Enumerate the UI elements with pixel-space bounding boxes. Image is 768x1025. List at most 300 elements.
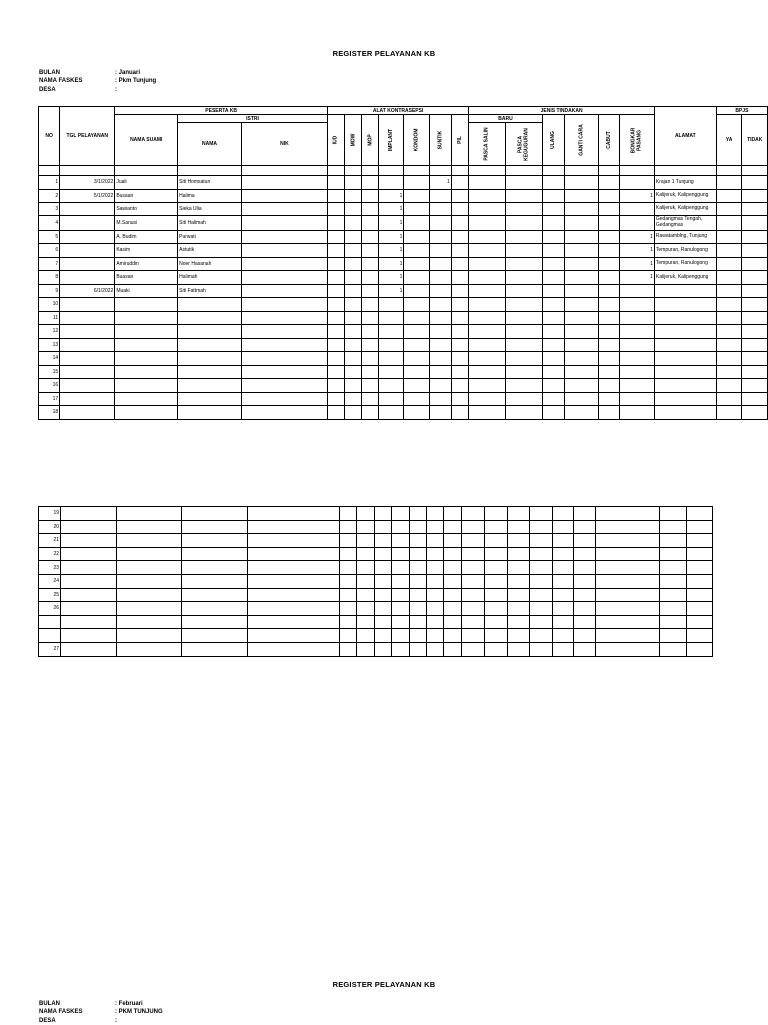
cell-bongkar: 1 [619, 244, 654, 258]
cell-pil [451, 176, 468, 190]
cell-cabut [598, 392, 619, 406]
cell-pil [444, 561, 462, 575]
cell-pasca-salin [469, 365, 505, 379]
cell-ulang [542, 176, 564, 190]
cell-iud [327, 325, 344, 339]
cell-bongkar [619, 379, 654, 393]
cell-tgl [60, 406, 115, 420]
cell-tidak [687, 561, 713, 575]
cell-iud [327, 298, 344, 312]
cell-pil [451, 284, 468, 298]
cell-ganti-cara [564, 215, 598, 230]
cell-nama-istri: Halima [178, 189, 242, 202]
cell-pasca-keguguran [485, 602, 508, 616]
cell-pasca-salin [469, 257, 505, 271]
cell-ya [716, 325, 742, 339]
header-implant-label: IMPLANT [388, 128, 395, 152]
cell-pil [451, 202, 468, 215]
cell-alamat: Kalijeruk, Kalipenggung [654, 189, 716, 202]
cell-ulang [542, 338, 564, 352]
cell-kondom [404, 365, 430, 379]
cell-nik [248, 588, 340, 602]
cell-cabut [598, 257, 619, 271]
cell-iud [327, 392, 344, 406]
table-row [39, 507, 713, 521]
cell-ganti-cara [530, 629, 553, 643]
cell-ya [716, 257, 742, 271]
cell-nik [248, 561, 340, 575]
cell-ganti-cara [564, 202, 598, 215]
cell-tgl [60, 325, 115, 339]
cell-suntik [430, 230, 452, 244]
cell-ya [660, 642, 687, 656]
cell-mop [362, 271, 379, 285]
cell-ulang [542, 202, 564, 215]
cell-pasca-salin [469, 189, 505, 202]
cell-kondom [410, 629, 427, 643]
cell-pasca-salin [469, 244, 505, 258]
cell-mow [357, 507, 375, 521]
cell-tgl [60, 298, 115, 312]
header-pil [451, 115, 468, 166]
table-row [39, 588, 713, 602]
cell-pasca-salin [462, 629, 485, 643]
cell-pasca-salin [462, 615, 485, 629]
cell-alamat [596, 629, 660, 643]
cell-implant [392, 588, 410, 602]
page2-meta-block [39, 1000, 163, 1025]
cell-mow [344, 379, 362, 393]
cell-ya [660, 574, 687, 588]
cell-cabut [598, 365, 619, 379]
cell-tidak [742, 230, 768, 244]
header-tgl: TGL PELAYANAN [60, 107, 115, 166]
cell-pasca-keguguran [485, 574, 508, 588]
cell-pasca-keguguran [505, 189, 542, 202]
cell-ganti-cara [530, 615, 553, 629]
cell-mop [362, 257, 379, 271]
cell-pasca-salin [462, 561, 485, 575]
cell-mop [375, 547, 392, 561]
cell-bongkar [574, 520, 596, 534]
table-row [39, 379, 768, 393]
cell-bongkar [619, 176, 654, 190]
cell-ya [660, 520, 687, 534]
cell-tgl [60, 202, 115, 215]
header-peserta: PESERTA KB [115, 107, 328, 115]
cell-nama-suami [115, 325, 178, 339]
cell-kondom [404, 176, 430, 190]
cell-implant [392, 629, 410, 643]
cell-kondom [404, 215, 430, 230]
cell-cabut [598, 189, 619, 202]
header-nik: NIK [241, 123, 327, 166]
cell-no: 6 [39, 244, 60, 258]
cell-mop [375, 574, 392, 588]
header-pil-label: PIL [457, 136, 464, 144]
cell-kondom [404, 311, 430, 325]
cell-nama-istri: Noer Hasanah [178, 257, 242, 271]
cell-iud [340, 547, 357, 561]
page2-title: REGISTER PELAYANAN KB [332, 980, 436, 989]
cell-implant [392, 561, 410, 575]
cell-pasca-salin [462, 588, 485, 602]
cell-pasca-keguguran [485, 534, 508, 548]
cell-pasca-salin [469, 298, 505, 312]
cell-ya [716, 176, 742, 190]
cell-suntik [427, 629, 444, 643]
cell-alamat [654, 298, 716, 312]
cell-nik [241, 325, 327, 339]
cell-nik [241, 257, 327, 271]
cell-tidak [742, 271, 768, 285]
cell-ganti-cara [530, 534, 553, 548]
cell-ganti-cara [530, 507, 553, 521]
cell-suntik [427, 602, 444, 616]
cell-pasca-salin [462, 602, 485, 616]
cell-bongkar [574, 507, 596, 521]
cell-tgl [61, 642, 117, 656]
table-row [39, 352, 768, 366]
cell-nik [248, 629, 340, 643]
cell-mow [357, 588, 375, 602]
cell-mow [357, 520, 375, 534]
header-mow [344, 115, 362, 166]
cell-nik [248, 574, 340, 588]
cell-kondom [404, 298, 430, 312]
cell-tgl [60, 392, 115, 406]
cell-nama-istri: Halimah [178, 271, 242, 285]
cell-implant: 1 [379, 189, 404, 202]
cell-suntik [427, 615, 444, 629]
cell-implant [392, 507, 410, 521]
cell-nik [241, 406, 327, 420]
cell-implant [379, 176, 404, 190]
cell-mop [362, 244, 379, 258]
cell-nama-suami [117, 561, 182, 575]
cell-pasca-keguguran [505, 284, 542, 298]
meta-value: : Februari [115, 1001, 143, 1007]
cell-nik [241, 215, 327, 230]
cell-pil [451, 392, 468, 406]
cell-pasca-keguguran [505, 325, 542, 339]
cell-pasca-keguguran [485, 507, 508, 521]
cell-tgl [60, 311, 115, 325]
cell-iud [327, 202, 344, 215]
cell-tidak [742, 338, 768, 352]
cell-bongkar [574, 602, 596, 616]
cell-implant [379, 311, 404, 325]
cell-bongkar [574, 547, 596, 561]
cell-cabut [598, 311, 619, 325]
cell-nik [241, 392, 327, 406]
cell-no: 22 [39, 547, 61, 561]
cell-tidak [742, 406, 768, 420]
cell-ulang [508, 520, 530, 534]
cell-ganti-cara [564, 352, 598, 366]
cell-tidak [687, 507, 713, 521]
cell-pil [444, 507, 462, 521]
cell-alamat: Krajan 1 Tunjung [654, 176, 716, 190]
cell-nik [248, 534, 340, 548]
cell-ganti-cara [564, 379, 598, 393]
cell-ganti-cara [530, 574, 553, 588]
cell-nama-istri: Siti Homsatun [178, 176, 242, 190]
cell-pasca-keguguran [485, 629, 508, 643]
cell-ganti-cara [564, 298, 598, 312]
cell-pasca-keguguran [505, 379, 542, 393]
cell-implant [379, 379, 404, 393]
cell-alamat [596, 602, 660, 616]
cell-tgl [60, 365, 115, 379]
cell-nama-suami: Muaki [115, 284, 178, 298]
cell-nama-suami [115, 311, 178, 325]
cell-suntik [427, 534, 444, 548]
cell-cabut [598, 406, 619, 420]
cell-pasca-salin [469, 379, 505, 393]
cell-pil [451, 298, 468, 312]
cell-iud [327, 230, 344, 244]
cell-mow [344, 202, 362, 215]
cell-pasca-keguguran [485, 520, 508, 534]
cell-no: 14 [39, 352, 60, 366]
cell-pasca-keguguran [505, 202, 542, 215]
meta-row-faskes [39, 77, 156, 85]
cell-mow [344, 365, 362, 379]
cell-bongkar [619, 202, 654, 215]
cell-nama-istri [182, 602, 248, 616]
cell-bongkar [619, 352, 654, 366]
cell-tgl [60, 338, 115, 352]
meta-label: NAMA FASKES [39, 78, 83, 85]
cell-kondom [410, 507, 427, 521]
cell-cabut [553, 561, 574, 575]
cell-pil [451, 365, 468, 379]
cell-bongkar [619, 298, 654, 312]
cell-pasca-keguguran [485, 588, 508, 602]
cell-alamat: Gedangmas Tengah, Gedangmas [654, 215, 716, 230]
cell-nama-suami [117, 629, 182, 643]
cell-pil [444, 547, 462, 561]
cell-mow [344, 352, 362, 366]
cell-implant: 1 [379, 271, 404, 285]
cell-tidak [742, 215, 768, 230]
cell-alamat [596, 642, 660, 656]
cell-mop [375, 642, 392, 656]
cell-mow [344, 244, 362, 258]
cell-nama-istri [182, 547, 248, 561]
cell-no: 11 [39, 311, 60, 325]
cell-suntik [430, 189, 452, 202]
cell-tgl [61, 629, 117, 643]
cell-tgl [61, 534, 117, 548]
cell-alamat [654, 284, 716, 298]
cell-kondom [404, 406, 430, 420]
cell-iud [340, 534, 357, 548]
header-cabut [598, 115, 619, 166]
cell-tgl: 3/1/2022 [60, 176, 115, 190]
cell-alamat [654, 338, 716, 352]
cell-kondom [404, 230, 430, 244]
cell-ya [716, 202, 742, 215]
cell-mow [344, 392, 362, 406]
cell-ya [660, 547, 687, 561]
cell-nama-suami [117, 534, 182, 548]
cell-ganti-cara [530, 588, 553, 602]
meta-label: DESA [39, 1017, 56, 1024]
cell-nama-istri [182, 507, 248, 521]
cell-mow [344, 189, 362, 202]
cell-alamat [596, 520, 660, 534]
cell-ganti-cara [564, 189, 598, 202]
cell-bongkar [574, 561, 596, 575]
cell-iud [327, 257, 344, 271]
cell-tgl [60, 271, 115, 285]
cell-nik [248, 642, 340, 656]
cell-pasca-keguguran [505, 244, 542, 258]
cell-mop [362, 230, 379, 244]
cell-ya [660, 534, 687, 548]
cell-ganti-cara [564, 406, 598, 420]
cell-tgl [61, 507, 117, 521]
cell-cabut [598, 379, 619, 393]
cell-mop [362, 406, 379, 420]
cell-iud [340, 574, 357, 588]
header-pasca-salin-label: PASCA SALIN [483, 127, 490, 161]
cell-pasca-keguguran [505, 271, 542, 285]
cell-iud [327, 379, 344, 393]
cell-ulang [542, 325, 564, 339]
cell-tidak [687, 588, 713, 602]
cell-pil [451, 311, 468, 325]
cell-tidak [742, 392, 768, 406]
cell-ganti-cara [564, 311, 598, 325]
cell-iud [340, 520, 357, 534]
cell-no: 10 [39, 298, 60, 312]
cell-pasca-keguguran [505, 365, 542, 379]
cell-no [39, 629, 61, 643]
meta-value: : [115, 86, 117, 93]
cell-no: 8 [39, 271, 60, 285]
cell-alamat: Rawatamblng, Tunjung [654, 230, 716, 244]
cell-ya [660, 615, 687, 629]
cell-ganti-cara [530, 602, 553, 616]
cell-mop [375, 561, 392, 575]
cell-nama-istri [182, 561, 248, 575]
cell-iud [340, 507, 357, 521]
cell-pasca-salin [469, 271, 505, 285]
cell-pasca-keguguran [505, 257, 542, 271]
cell-no: 1 [39, 176, 60, 190]
meta-row-desa [39, 86, 156, 94]
cell-implant [379, 365, 404, 379]
meta-value: : [115, 1017, 117, 1024]
cell-alamat: Kalijeruk, Kalipenggung [654, 202, 716, 215]
cell-iud [327, 365, 344, 379]
header-mow-label: MOW [349, 133, 356, 147]
cell-nik [241, 176, 327, 190]
cell-alamat [596, 547, 660, 561]
cell-no: 3 [39, 202, 60, 215]
cell-iud [340, 615, 357, 629]
table-row [39, 602, 713, 616]
cell-tidak [687, 629, 713, 643]
cell-nama-suami [115, 338, 178, 352]
cell-no: 27 [39, 642, 61, 656]
cell-suntik [427, 520, 444, 534]
cell-nama-istri: Sieka Ulia [178, 202, 242, 215]
cell-nama-istri [178, 365, 242, 379]
cell-ya [716, 392, 742, 406]
cell-ganti-cara [564, 176, 598, 190]
cell-implant: 1 [379, 284, 404, 298]
cell-suntik [430, 311, 452, 325]
table-row [39, 271, 768, 285]
cell-ya [716, 311, 742, 325]
cell-pil [451, 338, 468, 352]
header-kondom-label: KONDOM [413, 128, 420, 152]
header-jenis: JENIS TINDAKAN [469, 107, 655, 115]
cell-iud [327, 406, 344, 420]
cell-ya [716, 352, 742, 366]
cell-mop [362, 215, 379, 230]
table-row [39, 547, 713, 561]
cell-mop [362, 298, 379, 312]
table-row [39, 534, 713, 548]
cell-kondom [404, 325, 430, 339]
cell-pasca-salin [462, 574, 485, 588]
cell-tidak [687, 520, 713, 534]
cell-mow [344, 257, 362, 271]
cell-bongkar: 1 [619, 271, 654, 285]
cell-no: 20 [39, 520, 61, 534]
cell-nama-istri: Siti Halimah [178, 215, 242, 230]
cell-no: 13 [39, 338, 60, 352]
cell-ulang [542, 298, 564, 312]
cell-bongkar [619, 325, 654, 339]
cell-pil [451, 244, 468, 258]
cell-pasca-salin [462, 642, 485, 656]
cell-nik [241, 202, 327, 215]
header-pasca-keguguran [505, 123, 542, 166]
cell-tidak [742, 325, 768, 339]
cell-no: 18 [39, 406, 60, 420]
cell-bongkar [619, 365, 654, 379]
table-row [39, 642, 713, 656]
header-bongkar-label: BONGKAR PASANG [630, 127, 642, 153]
cell-ganti-cara [564, 244, 598, 258]
header-ulang [542, 115, 564, 166]
meta-label: BULAN [39, 70, 60, 76]
cell-ulang [542, 189, 564, 202]
table-row [39, 189, 768, 202]
cell-ulang [508, 507, 530, 521]
cell-pasca-keguguran [485, 642, 508, 656]
cell-ganti-cara [564, 271, 598, 285]
cell-mop [362, 352, 379, 366]
cell-ulang [508, 642, 530, 656]
cell-iud [327, 244, 344, 258]
cell-nik [248, 602, 340, 616]
cell-nama-suami: Busaan [115, 189, 178, 202]
cell-cabut [553, 574, 574, 588]
cell-pasca-keguguran [505, 338, 542, 352]
cell-nik [241, 244, 327, 258]
cell-ulang [542, 379, 564, 393]
cell-pil [444, 642, 462, 656]
cell-tidak [742, 189, 768, 202]
cell-ulang [542, 311, 564, 325]
